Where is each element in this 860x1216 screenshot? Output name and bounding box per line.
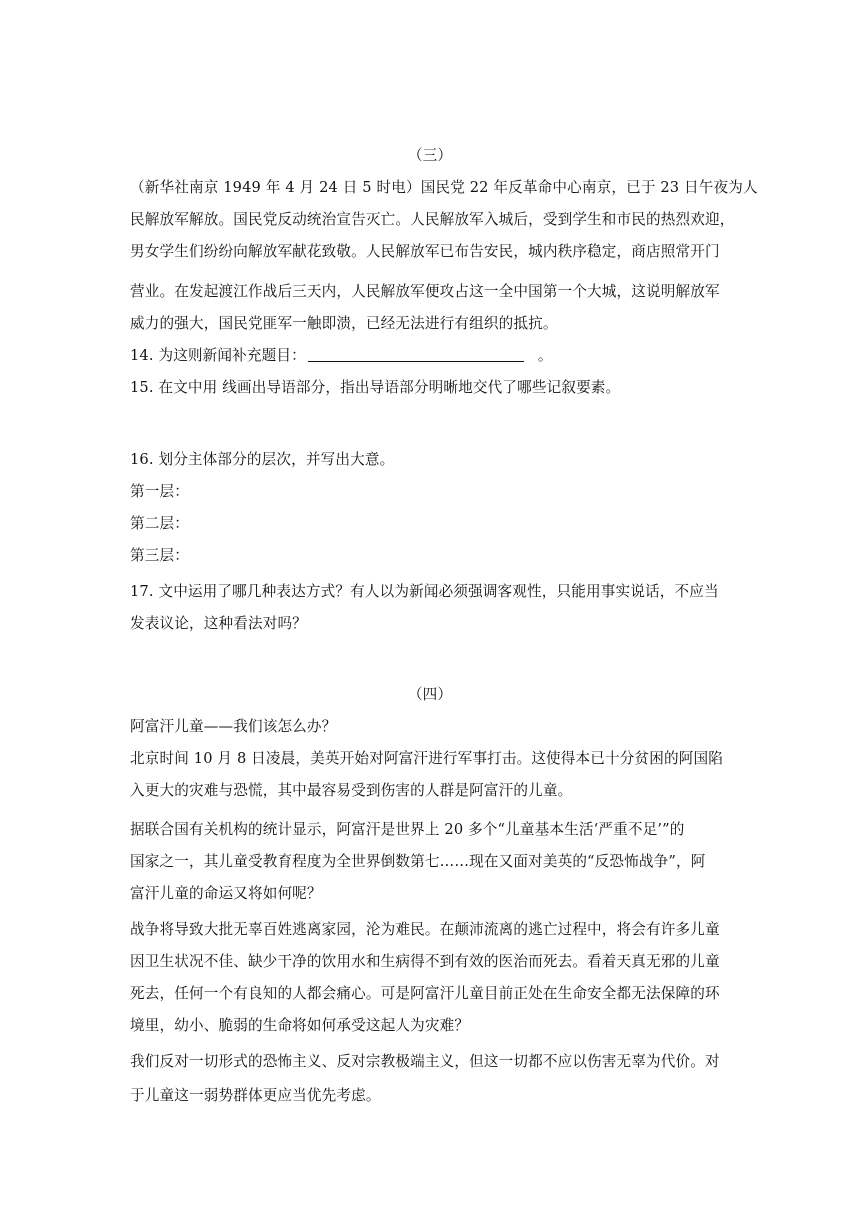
section-heading-4: （四）: [407, 686, 453, 703]
layer-2-label: 第二层：: [130, 515, 189, 532]
question-17-line: 发表议论，这种看法对吗？: [130, 615, 307, 632]
question-17-line: 17. 文中运用了哪几种表达方式？有人以为新闻必须强调客观性，只能用事实说话，不应当: [130, 583, 719, 600]
news-paragraph-line: 男女学生们纷纷向解放军献花致敬。人民解放军已布告安民，城内秩序稳定，商店照常开门: [130, 243, 720, 260]
answer-blank: [308, 347, 524, 362]
article-paragraph-line: 于儿童这一弱势群体更应当优先考虑。: [130, 1087, 381, 1104]
layer-1-label: 第一层：: [130, 483, 189, 500]
news-paragraph-line: （新华社南京 1949 年 4 月 24 日 5 时电）国民党 22 年反革命中心南京，已于 23 日午夜为人: [130, 179, 758, 196]
article-paragraph-line: 境里，幼小、脆弱的生命将如何承受这起人为灾难？: [130, 1017, 470, 1034]
layer-3-label: 第三层：: [130, 547, 189, 564]
news-paragraph-line: 威力的强大，国民党匪军一触即溃，已经无法进行有组织的抵抗。: [130, 315, 558, 332]
article-paragraph-line: 入更大的灾难与恐慌，其中最容易受到伤害的人群是阿富汗的儿童。: [130, 782, 573, 799]
news-paragraph-line: 民解放军解放。国民党反动统治宣告灭亡。人民解放军入城后，受到学生和市民的热烈欢迎，: [130, 211, 735, 228]
article-paragraph-line: 因卫生状况不佳、缺少干净的饮用水和生病得不到有效的医治而死去。看着天真无邪的儿童: [130, 953, 720, 970]
section-heading-3: （三）: [407, 147, 453, 164]
question-16: 16. 划分主体部分的层次，并写出大意。: [130, 451, 395, 468]
question-15: 15. 在文中用 线画出导语部分，指出导语部分明晰地交代了哪些记叙要素。: [130, 379, 621, 396]
question-14-text: 14. 为这则新闻补充题目：: [130, 347, 306, 364]
question-14: [130, 346, 745, 366]
question-14-end: 。: [537, 347, 553, 364]
article-paragraph-line: 死去，任何一个有良知的人都会痛心。可是阿富汗儿童目前正处在生命安全都无法保障的环: [130, 985, 720, 1002]
article-paragraph-line: 国家之一，其儿童受教育程度为全世界倒数第七……现在又面对美英的“反恐怖战争”，阿: [130, 853, 706, 870]
article-paragraph-line: 据联合国有关机构的统计显示，阿富汗是世界上 20 多个“儿童基本生活‘严重不足’”的: [130, 821, 685, 838]
news-paragraph-line: 营业。在发起渡江作战后三天内，人民解放军便攻占这一全中国第一个大城，这说明解放军: [130, 283, 720, 300]
article-title: 阿富汗儿童——我们该怎么办？: [130, 718, 337, 735]
article-paragraph-line: 富汗儿童的命运又将如何呢？: [130, 885, 322, 902]
article-paragraph-line: 战争将导致大批无辜百姓逃离家园，沦为难民。在颠沛流离的逃亡过程中，将会有许多儿童: [130, 921, 720, 938]
article-paragraph-line: 我们反对一切形式的恐怖主义、反对宗教极端主义，但这一切都不应以伤害无辜为代价。对: [130, 1053, 720, 1070]
article-paragraph-line: 北京时间 10 月 8 日凌晨，美英开始对阿富汗进行军事打击。这使得本已十分贫困的阿国陷: [130, 750, 723, 767]
